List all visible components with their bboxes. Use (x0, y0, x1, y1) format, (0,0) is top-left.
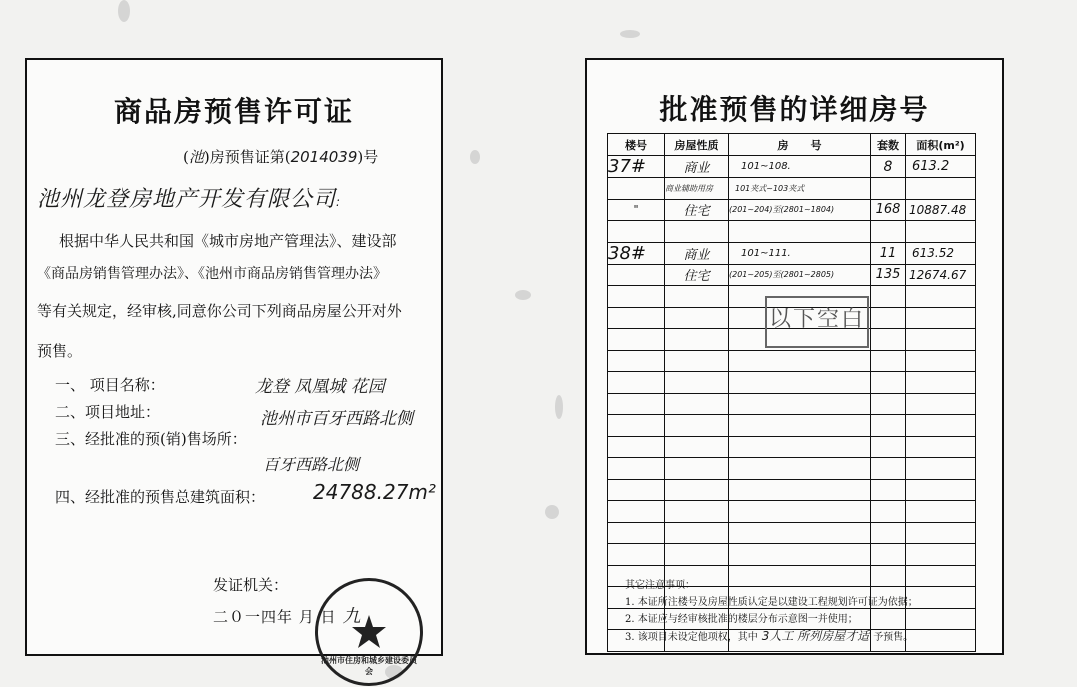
table-row (608, 458, 976, 480)
cert-no-suffix: )号 (357, 148, 379, 166)
seal-text: 池州市住房和城乡建设委员会 (321, 655, 417, 676)
table-row (608, 199, 976, 221)
body-line-2: 《商品房销售管理办法》、《池州市商品房销售管理办法》 (37, 266, 387, 282)
table-cell: 11 (871, 242, 906, 264)
note-3-text: 3. 该项目未设定他项权，其中 (625, 632, 758, 643)
table-cell: 37# (608, 156, 665, 178)
table-row (608, 415, 976, 437)
sales-office-label: 三、经批准的预(销)售场所： (55, 430, 247, 448)
note-3 (625, 628, 918, 646)
official-seal (315, 578, 423, 686)
table-cell: 住宅 (665, 264, 729, 286)
table-row (608, 544, 976, 566)
unit-table (607, 133, 976, 652)
scan-speck (515, 290, 531, 300)
notes-title: 其它注意事项： (625, 580, 695, 591)
unit-list-title: 批准预售的详细房号 (659, 93, 930, 126)
table-cell (608, 221, 665, 243)
col-header-building: 楼号 (608, 134, 665, 156)
cert-no-value: 2014039 (290, 148, 358, 166)
total-area-label: 四、经批准的预售总建筑面积： (55, 488, 266, 506)
col-header-count: 套数 (871, 134, 906, 156)
table-cell (729, 221, 871, 243)
table-cell: 住宅 (665, 199, 729, 221)
table-cell: 168 (871, 199, 906, 221)
issuing-authority-label: 发证机关： (213, 576, 289, 594)
scan-speck (545, 505, 559, 519)
table-header-row (608, 134, 976, 156)
table-cell: 38# (608, 242, 665, 264)
table-row (608, 393, 976, 415)
table-cell: 商业辅助用房 (665, 178, 729, 200)
table-cell: 商业 (665, 156, 729, 178)
issue-date-handwritten: 九 (342, 606, 362, 627)
table-cell: 商业 (665, 242, 729, 264)
body-line-4: 预售。 (37, 342, 83, 360)
project-name-value: 龙登 凤凰城 花园 (255, 377, 385, 397)
table-cell: 8 (871, 156, 906, 178)
scan-speck (620, 30, 640, 38)
table-cell (871, 178, 906, 200)
col-header-unit: 房 号 (729, 134, 871, 156)
table-row (608, 350, 976, 372)
table-cell: 613.52 (906, 242, 976, 264)
table-row (608, 501, 976, 523)
project-name-label: 一、 项目名称： (55, 376, 165, 394)
presale-permit-certificate (25, 58, 443, 676)
issue-date (213, 602, 362, 628)
table-row (608, 436, 976, 458)
table-row (608, 242, 976, 264)
body-line-3: 等有关规定，经审核,同意你公司下列商品房屋公开对外 (37, 302, 402, 320)
table-cell: (201~204)至(2801~1804) (729, 199, 871, 221)
table-row (608, 264, 976, 286)
table-cell (906, 178, 976, 200)
company-name-text: 池州龙登房地产开发有限公司 (37, 187, 337, 212)
table-cell: 101夹式~103夹式 (729, 178, 871, 200)
cert-no-district: 池 (188, 148, 204, 166)
approved-unit-list (585, 58, 1004, 655)
table-cell (608, 264, 665, 286)
company-name (37, 182, 341, 213)
table-row (608, 156, 976, 178)
table-row (608, 178, 976, 200)
body-line-1: 根据中华人民共和国《城市房地产管理法》、建设部 (59, 232, 397, 250)
table-cell (608, 178, 665, 200)
project-address-label: 二、项目地址： (55, 403, 161, 421)
scan-speck (555, 395, 563, 419)
certificate-number (183, 146, 378, 167)
col-header-area: 面积(m²) (906, 134, 976, 156)
scan-speck (118, 0, 130, 22)
note-3-end: 予预售。 (873, 632, 914, 643)
table-cell: " (608, 199, 665, 221)
note-1: 1. 本证所注楼号及房屋性质认定是以建设工程规划许可证为依据； (625, 597, 918, 608)
note-2: 2. 本证应与经审核批准的楼层分布示意图一并使用； (625, 614, 858, 625)
table-cell: 101~108. (729, 156, 871, 178)
col-header-type: 房屋性质 (665, 134, 729, 156)
table-cell: 12674.67 (906, 264, 976, 286)
permit-title: 商品房预售许可证 (113, 95, 354, 128)
table-row (608, 522, 976, 544)
sales-office-value: 百牙西路北侧 (263, 455, 360, 474)
project-address-value: 池州市百牙西路北侧 (260, 409, 413, 429)
table-cell: (201~205)至(2801~2805) (729, 264, 871, 286)
issue-date-text: 二０一四年 月 日 (213, 608, 337, 626)
table-cell (665, 221, 729, 243)
table-cell: 613.2 (906, 156, 976, 178)
table-row (608, 372, 976, 394)
cert-no-middle: )房预售证第( (203, 148, 291, 166)
table-cell: 101~111. (729, 242, 871, 264)
table-cell: 10887.48 (906, 199, 976, 221)
table-row (608, 221, 976, 243)
note-3-handwritten: 3人工 所列房屋才适 (761, 629, 870, 643)
notes-section (625, 577, 918, 646)
company-name-colon: : (336, 195, 342, 209)
cert-no-prefix: ( (183, 148, 189, 166)
total-area-value: 24788.27m² (313, 480, 436, 504)
table-row (608, 479, 976, 501)
blank-below-stamp: 以下空白 (765, 296, 869, 348)
table-cell (906, 221, 976, 243)
table-cell (871, 221, 906, 243)
scan-speck (470, 150, 480, 164)
table-cell: 135 (871, 264, 906, 286)
